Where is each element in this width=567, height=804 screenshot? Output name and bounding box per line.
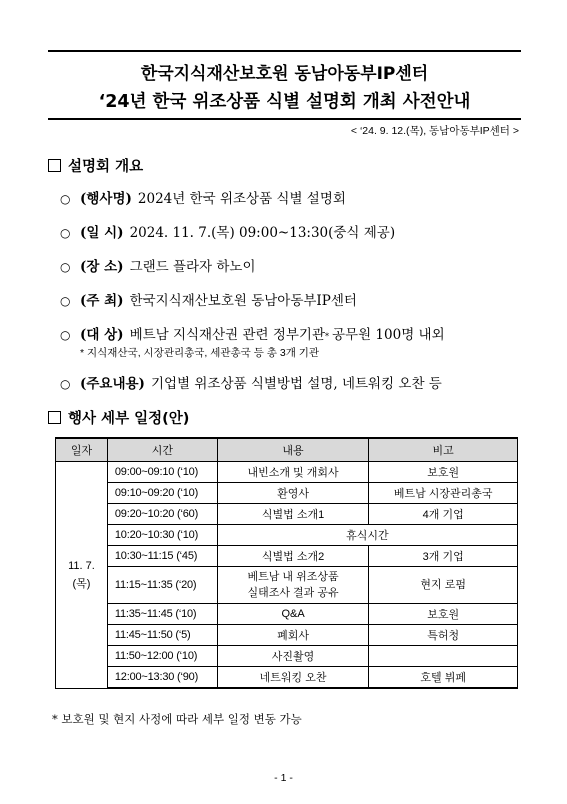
content-cell-merged: 휴식시간: [217, 525, 517, 546]
time-cell: 11:15~11:35 (‘20): [107, 567, 217, 604]
circle-bullet-icon: ○: [60, 328, 71, 342]
content-text: 베트남 내 위조상품 실태조사 결과 공유: [247, 571, 339, 599]
title-line-1: 한국지식재산보호원 동남아동부IP센터: [140, 64, 429, 84]
time-cell: 10:20~10:30 (‘10): [107, 525, 217, 546]
square-bullet-icon: [48, 411, 61, 424]
time-cell: 09:00~09:10 (‘10): [107, 462, 217, 483]
time-cell: 11:35~11:45 (‘10): [107, 604, 217, 625]
item-value: 2024. 11. 7.(목) 09:00~13:30(중식 제공): [129, 225, 396, 241]
content-cell: Q&A: [217, 604, 369, 625]
circle-bullet-icon: ○: [60, 260, 71, 274]
item-value: 베트남 지식재산권 관련 정부기관: [129, 327, 326, 343]
note-cell: 보호원: [369, 462, 518, 483]
content-cell: 네트워킹 오찬: [217, 667, 369, 689]
content-cell: 식별법 소개1: [217, 504, 369, 525]
item-value: 한국지식재산보호원 동남아동부IP센터: [129, 293, 357, 309]
date-cell: [56, 462, 108, 689]
section-heading-schedule: [48, 407, 189, 428]
column-header-note: 비고: [369, 438, 518, 462]
square-bullet-icon: [48, 159, 61, 172]
section-heading-text: 행사 세부 일정(안): [68, 411, 190, 427]
content-cell: 사진촬영: [217, 646, 369, 667]
overview-item-host: [60, 289, 357, 309]
circle-bullet-icon: ○: [60, 192, 71, 206]
table-row: [56, 625, 518, 646]
footnote-marker: *: [325, 332, 330, 341]
table-row: [56, 604, 518, 625]
item-value: 그랜드 플라자 하노이: [129, 259, 256, 275]
title-box: [48, 50, 521, 120]
table-row: [56, 667, 518, 689]
time-cell: 09:20~10:20 (‘60): [107, 504, 217, 525]
content-cell: 식별법 소개2: [217, 546, 369, 567]
note-cell: 특허청: [369, 625, 518, 646]
content-cell: 내빈소개 및 개회사: [217, 462, 369, 483]
time-cell: 11:50~12:00 (‘10): [107, 646, 217, 667]
note-cell: [369, 646, 518, 667]
table-row: [56, 646, 518, 667]
item-value: 2024년 한국 위조상품 식별 설명회: [137, 191, 346, 207]
table-row: [56, 546, 518, 567]
item-value: 기업별 위조상품 식별방법 설명, 네트워킹 오찬 등: [150, 376, 442, 392]
item-value-after: 공무원 100명 내외: [332, 327, 445, 343]
table-row: [56, 483, 518, 504]
circle-bullet-icon: ○: [60, 226, 71, 240]
item-label: (주요내용): [80, 376, 145, 392]
time-cell: 10:30~11:15 (‘45): [107, 546, 217, 567]
schedule-footnote: * 보호원 및 현지 사정에 따라 세부 일정 변동 가능: [52, 712, 302, 726]
page-number: - 1 -: [274, 772, 293, 784]
overview-item-main-content: [60, 372, 442, 392]
section-heading-text: 설명회 개요: [68, 159, 144, 175]
note-cell: 호텔 뷔페: [369, 667, 518, 689]
table-header-row: [56, 438, 518, 462]
overview-item-target: [60, 323, 445, 343]
content-cell: 폐회사: [217, 625, 369, 646]
dateline: < ‘24. 9. 12.(목), 동남아동부IP센터 >: [350, 125, 519, 137]
item-label: (일 시): [80, 225, 124, 241]
item-label: (대 상): [80, 327, 124, 343]
circle-bullet-icon: ○: [60, 377, 71, 391]
target-subnote: * 지식재산국, 시장관리총국, 세관총국 등 총 3개 기관: [80, 347, 320, 359]
note-cell: 3개 기업: [369, 546, 518, 567]
table-row: [56, 462, 518, 483]
table-row: [56, 525, 518, 546]
overview-item-event-name: [60, 187, 346, 207]
circle-bullet-icon: ○: [60, 294, 71, 308]
section-heading-overview: [48, 155, 143, 176]
time-cell: 09:10~09:20 (‘10): [107, 483, 217, 504]
title-line-2: ‘24년 한국 위조상품 식별 설명회 개최 사전안내: [98, 92, 471, 112]
content-cell: [217, 567, 369, 604]
column-header-time: 시간: [107, 438, 217, 462]
schedule-table: [55, 437, 518, 689]
column-header-date: 일자: [56, 438, 108, 462]
date-text: 11. 7. (목): [68, 559, 95, 590]
table-row: [56, 504, 518, 525]
item-label: (장 소): [80, 259, 124, 275]
overview-item-datetime: [60, 221, 395, 241]
overview-item-venue: [60, 255, 256, 275]
note-cell: 베트남 시장관리총국: [369, 483, 518, 504]
column-header-content: 내용: [217, 438, 369, 462]
note-cell: 4개 기업: [369, 504, 518, 525]
item-label: (행사명): [80, 191, 132, 207]
content-cell: 환영사: [217, 483, 369, 504]
time-cell: 12:00~13:30 (‘90): [107, 667, 217, 689]
table-row: [56, 567, 518, 604]
note-cell: 보호원: [369, 604, 518, 625]
time-cell: 11:45~11:50 (‘5): [107, 625, 217, 646]
note-cell: 현지 로펌: [369, 567, 518, 604]
item-label: (주 최): [80, 293, 124, 309]
